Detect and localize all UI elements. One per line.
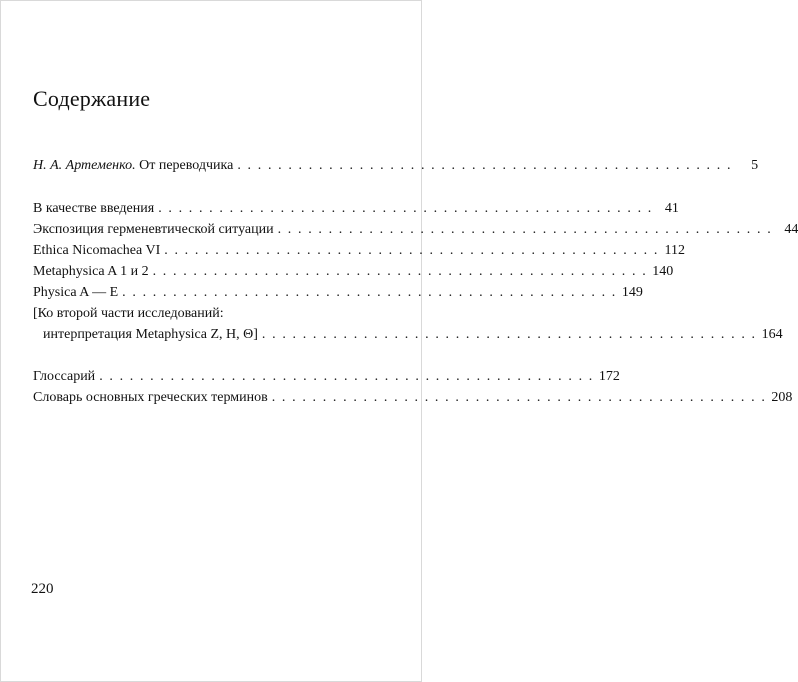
leader-dots: . . . . . . . . . . . . . . . . . . . . . . . . . . . . . . . . . . . . . . . . . . . . . . . . .	[122, 285, 617, 300]
toc-entry-translator[interactable]	[33, 155, 759, 176]
toc-entry-page: 149	[621, 285, 643, 300]
toc-entry-page: 41	[664, 201, 679, 216]
toc-entry-page: 5	[751, 158, 759, 173]
toc-entry-physica[interactable]	[33, 282, 643, 303]
leader-dots: . . . . . . . . . . . . . . . . . . . . . . . . . . . . . . . . . . . . . . . . . . . . . . . . .	[271, 390, 767, 405]
toc-entry-dictionary[interactable]	[33, 387, 793, 408]
toc-entry-title-line1: [Ко второй части исследований:	[33, 306, 224, 321]
toc-entry-ethica[interactable]	[33, 240, 685, 261]
table-of-contents	[33, 155, 798, 408]
leader-dots: . . . . . . . . . . . . . . . . . . . . . . . . . . . . . . . . . . . . . . . . . . . . . . . . .	[158, 201, 653, 216]
toc-entry-page: 44	[784, 222, 798, 237]
toc-entry-title: Physica A — E	[33, 285, 119, 300]
toc-entry-title: Ethica Nicomachea VI	[33, 243, 161, 258]
toc-entry-glossary[interactable]	[33, 366, 620, 387]
leader-dots: . . . . . . . . . . . . . . . . . . . . . . . . . . . . . . . . . . . . . . . . . . . . . . . . .	[261, 327, 757, 342]
toc-entry-exposition[interactable]	[33, 219, 798, 240]
toc-entry-title: От переводчика	[139, 158, 234, 173]
toc-entry-title-line2: интерпретация Metaphysica Z, H, Θ]	[43, 327, 258, 342]
toc-entry-title: Словарь основных греческих терминов	[33, 390, 268, 405]
toc-entry-page: 164	[761, 327, 783, 342]
leader-dots: . . . . . . . . . . . . . . . . . . . . . . . . . . . . . . . . . . . . . . . . . . . . . . . . .	[237, 158, 733, 173]
toc-entry-page: 208	[771, 390, 793, 405]
page-number: 220	[31, 581, 54, 597]
toc-entry-second-part-cont[interactable]	[33, 324, 783, 345]
page-title: Содержание	[33, 86, 151, 111]
toc-entry-title: Metaphysica A 1 и 2	[33, 264, 149, 279]
leader-dots: . . . . . . . . . . . . . . . . . . . . . . . . . . . . . . . . . . . . . . . . . . . . . . . . .	[277, 222, 773, 237]
leader-dots: . . . . . . . . . . . . . . . . . . . . . . . . . . . . . . . . . . . . . . . . . . . . . . . . .	[99, 369, 594, 384]
toc-entry-author: Н. А. Артеменко.	[33, 158, 136, 173]
toc-entry-page: 172	[598, 369, 620, 384]
leader-dots: . . . . . . . . . . . . . . . . . . . . . . . . . . . . . . . . . . . . . . . . . . . . . . . . .	[152, 264, 648, 279]
leader-dots: . . . . . . . . . . . . . . . . . . . . . . . . . . . . . . . . . . . . . . . . . . . . . . . . .	[164, 243, 659, 258]
toc-entry-second-part[interactable]	[33, 303, 391, 324]
toc-entry-intro[interactable]	[33, 198, 679, 219]
toc-entry-title: В качестве введения	[33, 201, 155, 216]
toc-entry-title: Экспозиция герменевтической ситуации	[33, 222, 274, 237]
toc-entry-page: 112	[664, 243, 685, 258]
toc-entry-metaphysica[interactable]	[33, 261, 674, 282]
toc-entry-title: Глоссарий	[33, 369, 96, 384]
toc-entry-page: 140	[652, 264, 674, 279]
